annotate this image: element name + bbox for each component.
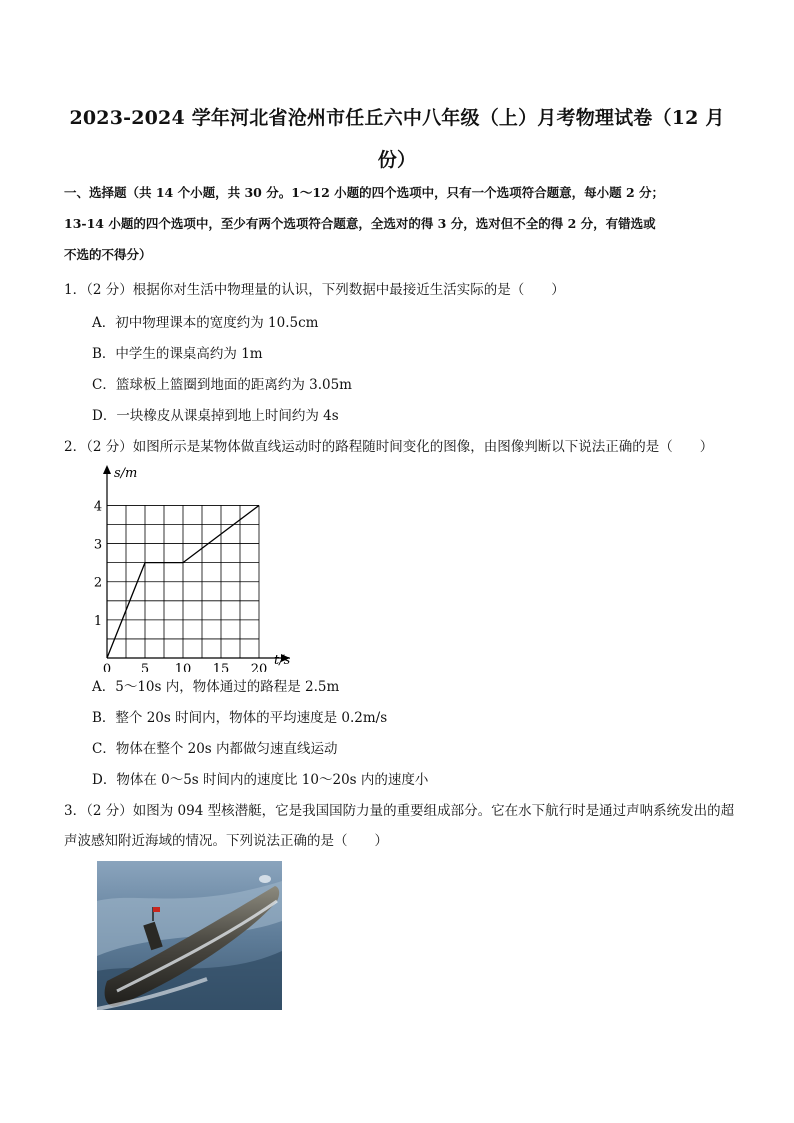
question-2-option-a: A．5～10s 内，物体通过的路程是 2.5m bbox=[92, 679, 340, 695]
exam-title-line2: 份） bbox=[377, 149, 417, 171]
distance-time-chart bbox=[86, 460, 306, 672]
question-2-option-c: C．物体在整个 20s 内都做匀速直线运动 bbox=[92, 741, 338, 757]
question-1-stem: 1．（2 分）根据你对生活中物理量的认识，下列数据中最接近生活实际的是（ ） bbox=[64, 282, 565, 298]
y-axis-label: s/m bbox=[114, 466, 138, 481]
question-2-option-d: D．物体在 0～5s 时间内的速度比 10～20s 内的速度小 bbox=[92, 772, 429, 788]
y-tick-label: 1 bbox=[93, 613, 103, 629]
question-2-stem: 2．（2 分）如图所示是某物体做直线运动时的路程随时间变化的图像，由图像判断以下说法正确的是（ ） bbox=[64, 439, 714, 455]
x-tick-label: 0 bbox=[102, 662, 112, 672]
y-tick-label: 2 bbox=[93, 575, 103, 591]
section-instructions-line2: 13-14 小题的四个选项中，至少有两个选项符合题意，全选对的得 3 分，选对但不全的得 2 分，有错选或 bbox=[64, 216, 656, 231]
exam-title-line1: 2023-2024 学年河北省沧州市任丘六中八年级（上）月考物理试卷（12 月 bbox=[69, 107, 725, 129]
question-1-option-b: B．中学生的课桌高约为 1m bbox=[92, 346, 263, 362]
question-1-option-a: A．初中物理课本的宽度约为 10.5cm bbox=[92, 315, 319, 331]
section-instructions-line1: 一、选择题（共 14 个小题，共 30 分。1～12 小题的四个选项中，只有一个选项符合题意，每小题 2 分； bbox=[64, 185, 665, 200]
x-tick-label: 20 bbox=[250, 662, 268, 672]
x-tick-label: 15 bbox=[212, 662, 230, 672]
x-tick-label: 5 bbox=[140, 662, 150, 672]
question-1-option-c: C．篮球板上篮圈到地面的距离约为 3.05m bbox=[92, 377, 352, 393]
question-3-stem: 3．（2 分）如图为 094 型核潜艇，它是我国国防力量的重要组成部分。它在水下航行时是通过声呐系统发出的超声波感知附近海域的情况。下列说法正确的是（ ） bbox=[64, 803, 735, 849]
question-2-option-b: B．整个 20s 时间内，物体的平均速度是 0.2m/s bbox=[92, 710, 388, 726]
section-instructions bbox=[64, 177, 734, 270]
x-tick-label: 10 bbox=[174, 662, 192, 672]
question-1-option-d: D．一块橡皮从课桌掉到地上时间约为 4s bbox=[92, 408, 339, 424]
submarine-photo bbox=[97, 861, 282, 1010]
y-tick-label: 4 bbox=[93, 499, 103, 515]
y-axis-arrow bbox=[103, 465, 111, 474]
y-tick-label: 3 bbox=[93, 537, 103, 553]
section-instructions-line3: 不选的不得分） bbox=[64, 247, 152, 262]
x-axis-label: t/s bbox=[274, 653, 291, 668]
